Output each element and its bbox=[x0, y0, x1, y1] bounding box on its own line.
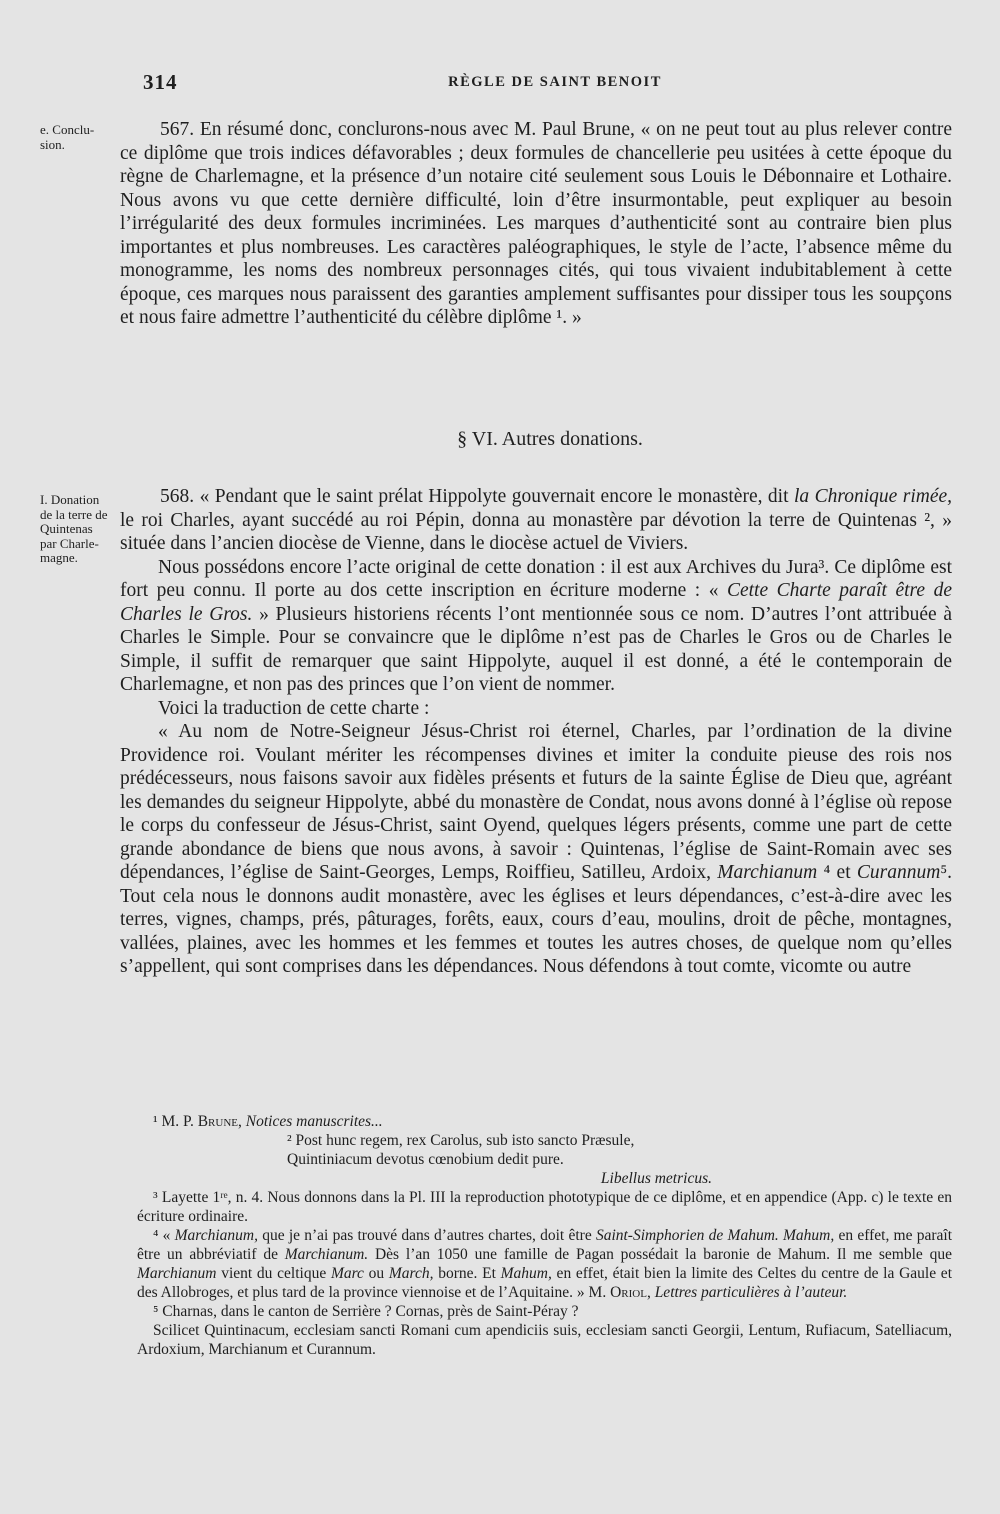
running-title: RÈGLE DE SAINT BENOIT bbox=[448, 74, 662, 90]
footnote-latin: Scilicet Quintinacum, ecclesiam sancti Romani cum apendiciis suis, ecclesiam sancti Georgii, Lentum, Rufiacum, Satelliacum, Ardoxium, Marchianum et Curannum. bbox=[137, 1322, 952, 1358]
paragraph-charte: « Au nom de Notre-Seigneur Jésus-Christ roi éternel, Charles, par l’ordination de la divine Providence roi. Voulant mériter les récompenses divines et imiter la conduite pieuse des rois nos prédécesseurs, nous faisons savoir aux fidèles présents et futurs de la sainte Église de Dieu que, agréant les demandes du seigneur Hippolyte, abbé du monastère de Condat, nous avons donné à l’église où repose le corps du confesseur de Jésus-Christ, saint Oyend, quelques légers présents, comme une part de cette grande abondance de biens que nous avons, à savoir : Quintenas, l’église de Saint-Romain avec ses dépendances, l’église de Saint-Georges, Lemps, Roiffieu, Satilleu, Ardoix, Marchianum ⁴ et Curannum⁵. Tout cela nous le donnons audit monastère, avec les églises et leurs dépendances, c’est-à-dire avec les terres, vignes, champs, prés, pâturages, forêts, eaux, cours d’eau, moulins, droit de pêche, montagnes, vallées, plaines, avec les hommes et les femmes et toutes les autres choses, de quelque nom qu’elles s’appellent, qui sont comprises dans les dépendances. Nous défendons à tout comte, vicomte ou autre bbox=[120, 721, 952, 977]
section-title: § VI. Autres donations. bbox=[457, 428, 643, 450]
paragraph-567-block bbox=[120, 118, 952, 330]
paragraph-voici: Voici la traduction de cette charte : bbox=[158, 697, 430, 719]
footnote-4: ⁴ « Marchianum, que je n’ai pas trouvé dans d’autres chartes, doit être Saint-Simphorien de Mahum. Mahum, en effet, me paraît être un abbréviatif de Marchianum. Dès l’an 1050 une famille de Pagan possédait la baronie de Mahum. Il me semble que Marchianum vient du celtique Marc ou March, borne. Et Mahum, en effet, était bien la limite des Celtes du centre de la Gaule et des Allobroges, et plus tard de la province viennoise et de l’Aquitaine. » M. Oriol, Lettres particulières à l’auteur. bbox=[137, 1227, 953, 1301]
footnote-2-source: Libellus metricus. bbox=[600, 1170, 712, 1187]
margin-note-conclusion: e. Conclu- sion. bbox=[40, 122, 95, 152]
paragraph-567: 567. En résumé donc, conclurons-nous avec M. Paul Brune, « on ne peut tout au plus relever contre ce diplôme que trois indices défavorables ; deux formules de chancellerie peu usitées à cette époque du règne de Charlemagne, et la présence d’un notaire cité seulement sous Louis le Débonnaire et Lothaire. Nous avons vu que cette dernière difficulté, loin d’être insurmontable, peut expliquer au besoin l’irrégularité des deux formules incriminées. Les marques d’authenticité sont au contraire bien plus importantes et plus nombreuses. Les caractères paléographiques, le style de l’acte, l’absence même du monogramme, les noms des nombreux personnages cités, qui tous vivaient indubitablement à cette époque, ces marques nous paraissent des garanties amplement suffisantes pour dissiper tous les soupçons et nous faire admettre l’authenticité du célèbre diplôme ¹. » bbox=[120, 119, 952, 328]
footnote-3: ³ Layette 1ʳᵉ, n. 4. Nous donnons dans la Pl. III la reproduction phototypique de ce diplôme, et en appendice (App. c) le texte en écriture ordinaire. bbox=[137, 1189, 952, 1225]
footnote-5: ⁵ Charnas, dans le canton de Serrière ? Cornas, près de Saint-Péray ? bbox=[153, 1303, 579, 1320]
main-text-block bbox=[120, 485, 952, 979]
margin-note-donation: I. Donation de la terre de Quintenas par Charle- magne. bbox=[40, 492, 108, 565]
paragraph-568: 568. « Pendant que le saint prélat Hippolyte gouvernait encore le monastère, dit la Chronique rimée, le roi Charles, ayant succédé au roi Pépin, donna au monastère par dévotion la terre de Quintenas ², » située dans l’ancien diocèse de Vienne, dans le diocèse actuel de Viviers. bbox=[120, 486, 952, 554]
paragraph-acte: Nous possédons encore l’acte original de cette donation : il est aux Archives du Jura³. Ce diplôme est fort peu connu. Il porte au dos cette inscription en écriture moderne : « Cette Charte paraît être de Charles le Gros. » Plusieurs historiens récents l’ont mentionnée sous ce nom. D’autres l’ont attribuée à Charles le Simple. Pour se convaincre que le diplôme n’est pas de Charles le Gros ou de Charles le Simple, il suffit de remarquer que saint Hippolyte, auquel il est donné, a été le contemporain de Charlemagne, et non pas des princes que l’on vient de nommer. bbox=[120, 556, 952, 695]
footnotes bbox=[137, 1112, 952, 1359]
page-number: 314 bbox=[143, 70, 178, 94]
page-header bbox=[0, 70, 1000, 100]
footnote-1: ¹ M. P. Brune, Notices manuscrites... bbox=[153, 1113, 383, 1130]
footnote-2-line-1: ² Post hunc regem, rex Carolus, sub isto sancto Præsule, bbox=[287, 1132, 635, 1149]
footnote-2-line-2: Quintiniacum devotus cœnobium dedit pure. bbox=[287, 1151, 564, 1168]
